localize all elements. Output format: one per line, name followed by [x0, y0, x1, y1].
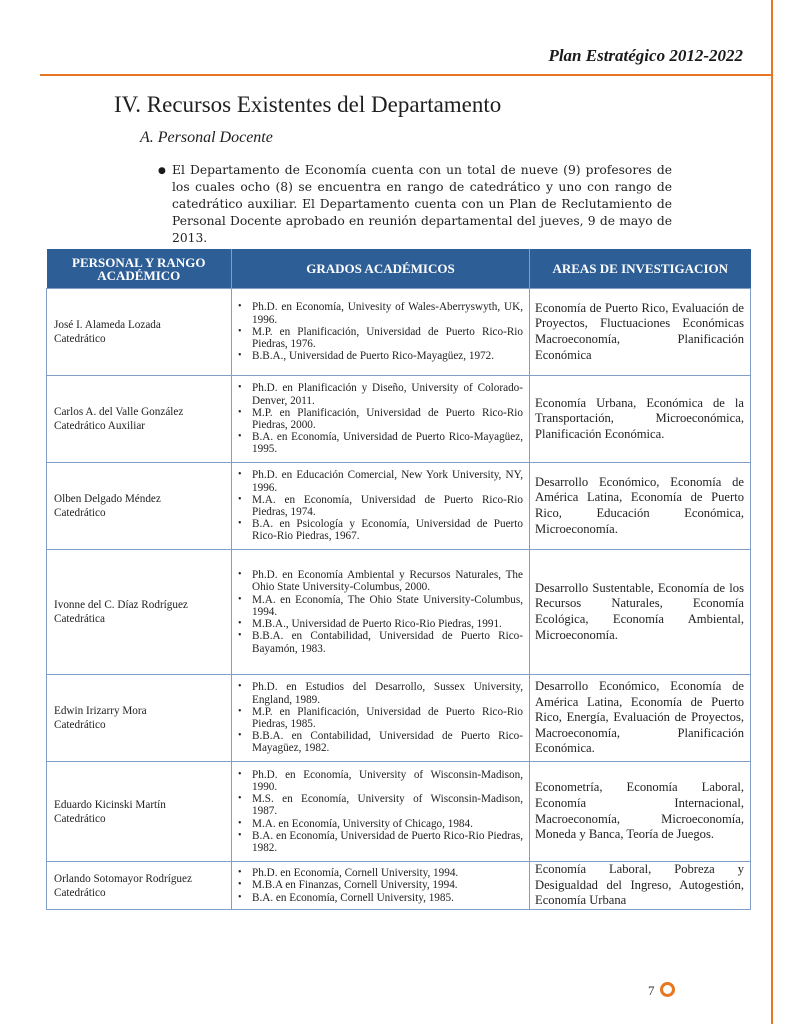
degree-item: • M.A. en Economía, The Ohio State University-Columbus, 1994. — [252, 594, 523, 618]
personnel-cell — [47, 376, 232, 463]
faculty-name: Orlando Sotomayor Rodríguez — [54, 872, 192, 885]
degree-item: • B.B.A., Universidad de Puerto Rico-Mayagüez, 1972. — [252, 350, 523, 362]
faculty-name: Eduardo Kicinski Martín — [54, 798, 166, 811]
degree-item: • B.B.A. en Contabilidad, Universidad de Puerto Rico-Mayagüez, 1982. — [252, 730, 523, 754]
faculty-rank: Catedrático — [54, 886, 106, 899]
document-header-title: Plan Estratégico 2012-2022 — [548, 46, 743, 65]
faculty-name: Edwin Irizarry Mora — [54, 705, 147, 717]
areas-cell — [530, 762, 751, 862]
table-row — [47, 550, 751, 675]
areas-cell — [530, 862, 751, 910]
degrees-cell — [232, 376, 530, 463]
degree-item: • Ph.D. en Economía, Cornell University, 1994. — [252, 867, 523, 879]
degree-item: • M.B.A., Universidad de Puerto Rico-Rio Piedras, 1991. — [252, 618, 523, 630]
research-areas: Economía Laboral, Pobreza y Desigualdad del Ingreso, Autogestión, Economía Urbana — [535, 862, 744, 908]
faculty-rank: Catedrático Auxiliar — [54, 420, 146, 432]
degree-item: • Ph.D. en Economía Ambiental y Recursos Naturales, The Ohio State University-Columbus, 2000. — [252, 569, 523, 593]
faculty-name: Carlos A. del Valle González — [54, 406, 184, 418]
research-areas: Desarrollo Económico, Economía de América Latina, Economía de Puerto Rico, Energía, Evaluación de Proyectos, Macroeconomía, Planificación Económica. — [535, 679, 744, 756]
degree-item: • M.P. en Planificación, Universidad de Puerto Rico-Rio Piedras, 2000. — [252, 407, 523, 431]
degree-item: • B.A. en Economía, Cornell University, 1985. — [252, 892, 523, 904]
areas-cell — [530, 376, 751, 463]
degree-item: • M.A. en Economía, University of Chicago, 1984. — [252, 818, 523, 830]
areas-cell — [530, 550, 751, 675]
table-row — [47, 675, 751, 762]
degree-item: • M.S. en Economía, University of Wisconsin-Madison, 1987. — [252, 793, 523, 817]
degree-item: • M.P. en Planificación, Universidad de Puerto Rico-Rio Piedras, 1976. — [252, 326, 523, 350]
table-row — [47, 289, 751, 376]
degree-item: • M.P. en Planificación, Universidad de Puerto Rico-Rio Piedras, 1985. — [252, 706, 523, 730]
faculty-rank: Catedrática — [54, 613, 105, 625]
degree-item: • Ph.D. en Planificación y Diseño, University of Colorado-Denver, 2011. — [252, 382, 523, 406]
degrees-cell — [232, 463, 530, 550]
research-areas: Desarrollo Económico, Economía de América Latina, Economía de Puerto Rico, Educación Económica, Microeconomía. — [535, 474, 744, 536]
column-header-areas: AREAS DE INVESTIGACION — [530, 249, 751, 289]
degrees-cell — [232, 862, 530, 910]
table-row — [47, 862, 751, 910]
section-title: IV. Recursos Existentes del Departamento — [114, 92, 502, 117]
degree-item: • Ph.D. en Estudios del Desarrollo, Sussex University, England, 1989. — [252, 681, 523, 705]
degree-item: • B.A. en Economía, Universidad de Puerto Rico-Rio Piedras, 1982. — [252, 830, 523, 854]
faculty-name: Olben Delgado Méndez — [54, 493, 161, 505]
personnel-cell — [47, 550, 232, 675]
personnel-cell — [47, 762, 232, 862]
faculty-table — [46, 249, 751, 910]
degrees-cell — [232, 289, 530, 376]
degree-item: • B.B.A. en Contabilidad, Universidad de Puerto Rico-Bayamón, 1983. — [252, 630, 523, 654]
page-number: 7 — [648, 983, 655, 998]
faculty-rank: Catedrático — [54, 507, 106, 519]
degrees-cell — [232, 762, 530, 862]
faculty-name: Ivonne del C. Díaz Rodríguez — [54, 599, 188, 611]
page-edge-rule — [771, 0, 773, 1024]
degree-item: • Ph.D. en Economía, Univesity of Wales-Aberryswyth, UK, 1996. — [252, 301, 523, 325]
degree-item: • B.A. en Psicología y Economía, Universidad de Puerto Rico-Rio Piedras, 1967. — [252, 518, 523, 542]
research-areas: Economía de Puerto Rico, Evaluación de Proyectos, Fluctuaciones Económicas Macroeconomía, Planificación Económica — [535, 300, 744, 362]
research-areas: Desarrollo Sustentable, Economía de los Recursos Naturales, Economía Ecológica, Economía Ambiental, Microeconomía. — [535, 580, 744, 642]
faculty-rank: Catedrático — [54, 812, 106, 825]
faculty-name: José I. Alameda Lozada — [54, 319, 161, 331]
table-header-row — [47, 249, 751, 289]
bullet-icon: ● — [158, 166, 166, 176]
header-divider — [40, 74, 771, 76]
faculty-rank: Catedrático — [54, 333, 106, 345]
table-row — [47, 762, 751, 862]
research-areas: Econometría, Economía Laboral, Economía Internacional, Macroeconomía, Microeconomía, Moneda y Banca, Teoría de Juegos. — [535, 780, 744, 842]
areas-cell — [530, 463, 751, 550]
column-header-grados: GRADOS ACADÉMICOS — [232, 249, 530, 289]
degrees-cell — [232, 550, 530, 675]
degrees-cell — [232, 675, 530, 762]
table-row — [47, 376, 751, 463]
subsection-title: A. Personal Docente — [140, 129, 273, 146]
degree-item: • Ph.D. en Economía, University of Wisconsin-Madison, 1990. — [252, 769, 523, 793]
page-ring-icon — [660, 982, 675, 997]
column-header-personal: PERSONAL Y RANGO ACADÉMICO — [47, 249, 232, 289]
degree-item: • M.A. en Economía, Universidad de Puerto Rico-Rio Piedras, 1974. — [252, 494, 523, 518]
areas-cell — [530, 675, 751, 762]
degree-item: • M.B.A en Finanzas, Cornell University, 1994. — [252, 879, 523, 891]
research-areas: Economía Urbana, Económica de la Transportación, Microeconómica, Planificación Económica. — [535, 395, 744, 441]
degree-item: • B.A. en Economía, Universidad de Puerto Rico-Mayagüez, 1995. — [252, 431, 523, 455]
personnel-cell — [47, 862, 232, 910]
faculty-rank: Catedrático — [54, 719, 106, 731]
personnel-cell — [47, 289, 232, 376]
personnel-cell — [47, 675, 232, 762]
degree-item: • Ph.D. en Educación Comercial, New York University, NY, 1996. — [252, 469, 523, 493]
areas-cell — [530, 289, 751, 376]
intro-paragraph: El Departamento de Economía cuenta con un total de nueve (9) profesores de los cuales ocho (8) se encuentra en rango de catedrático y uno con rango de catedrático auxiliar. El Departamento cuenta con un Plan de Reclutamiento de Personal Docente aprobado en reunión departamental del jueves, 9 de mayo de 2013. — [172, 163, 672, 245]
table-row — [47, 463, 751, 550]
personnel-cell — [47, 463, 232, 550]
